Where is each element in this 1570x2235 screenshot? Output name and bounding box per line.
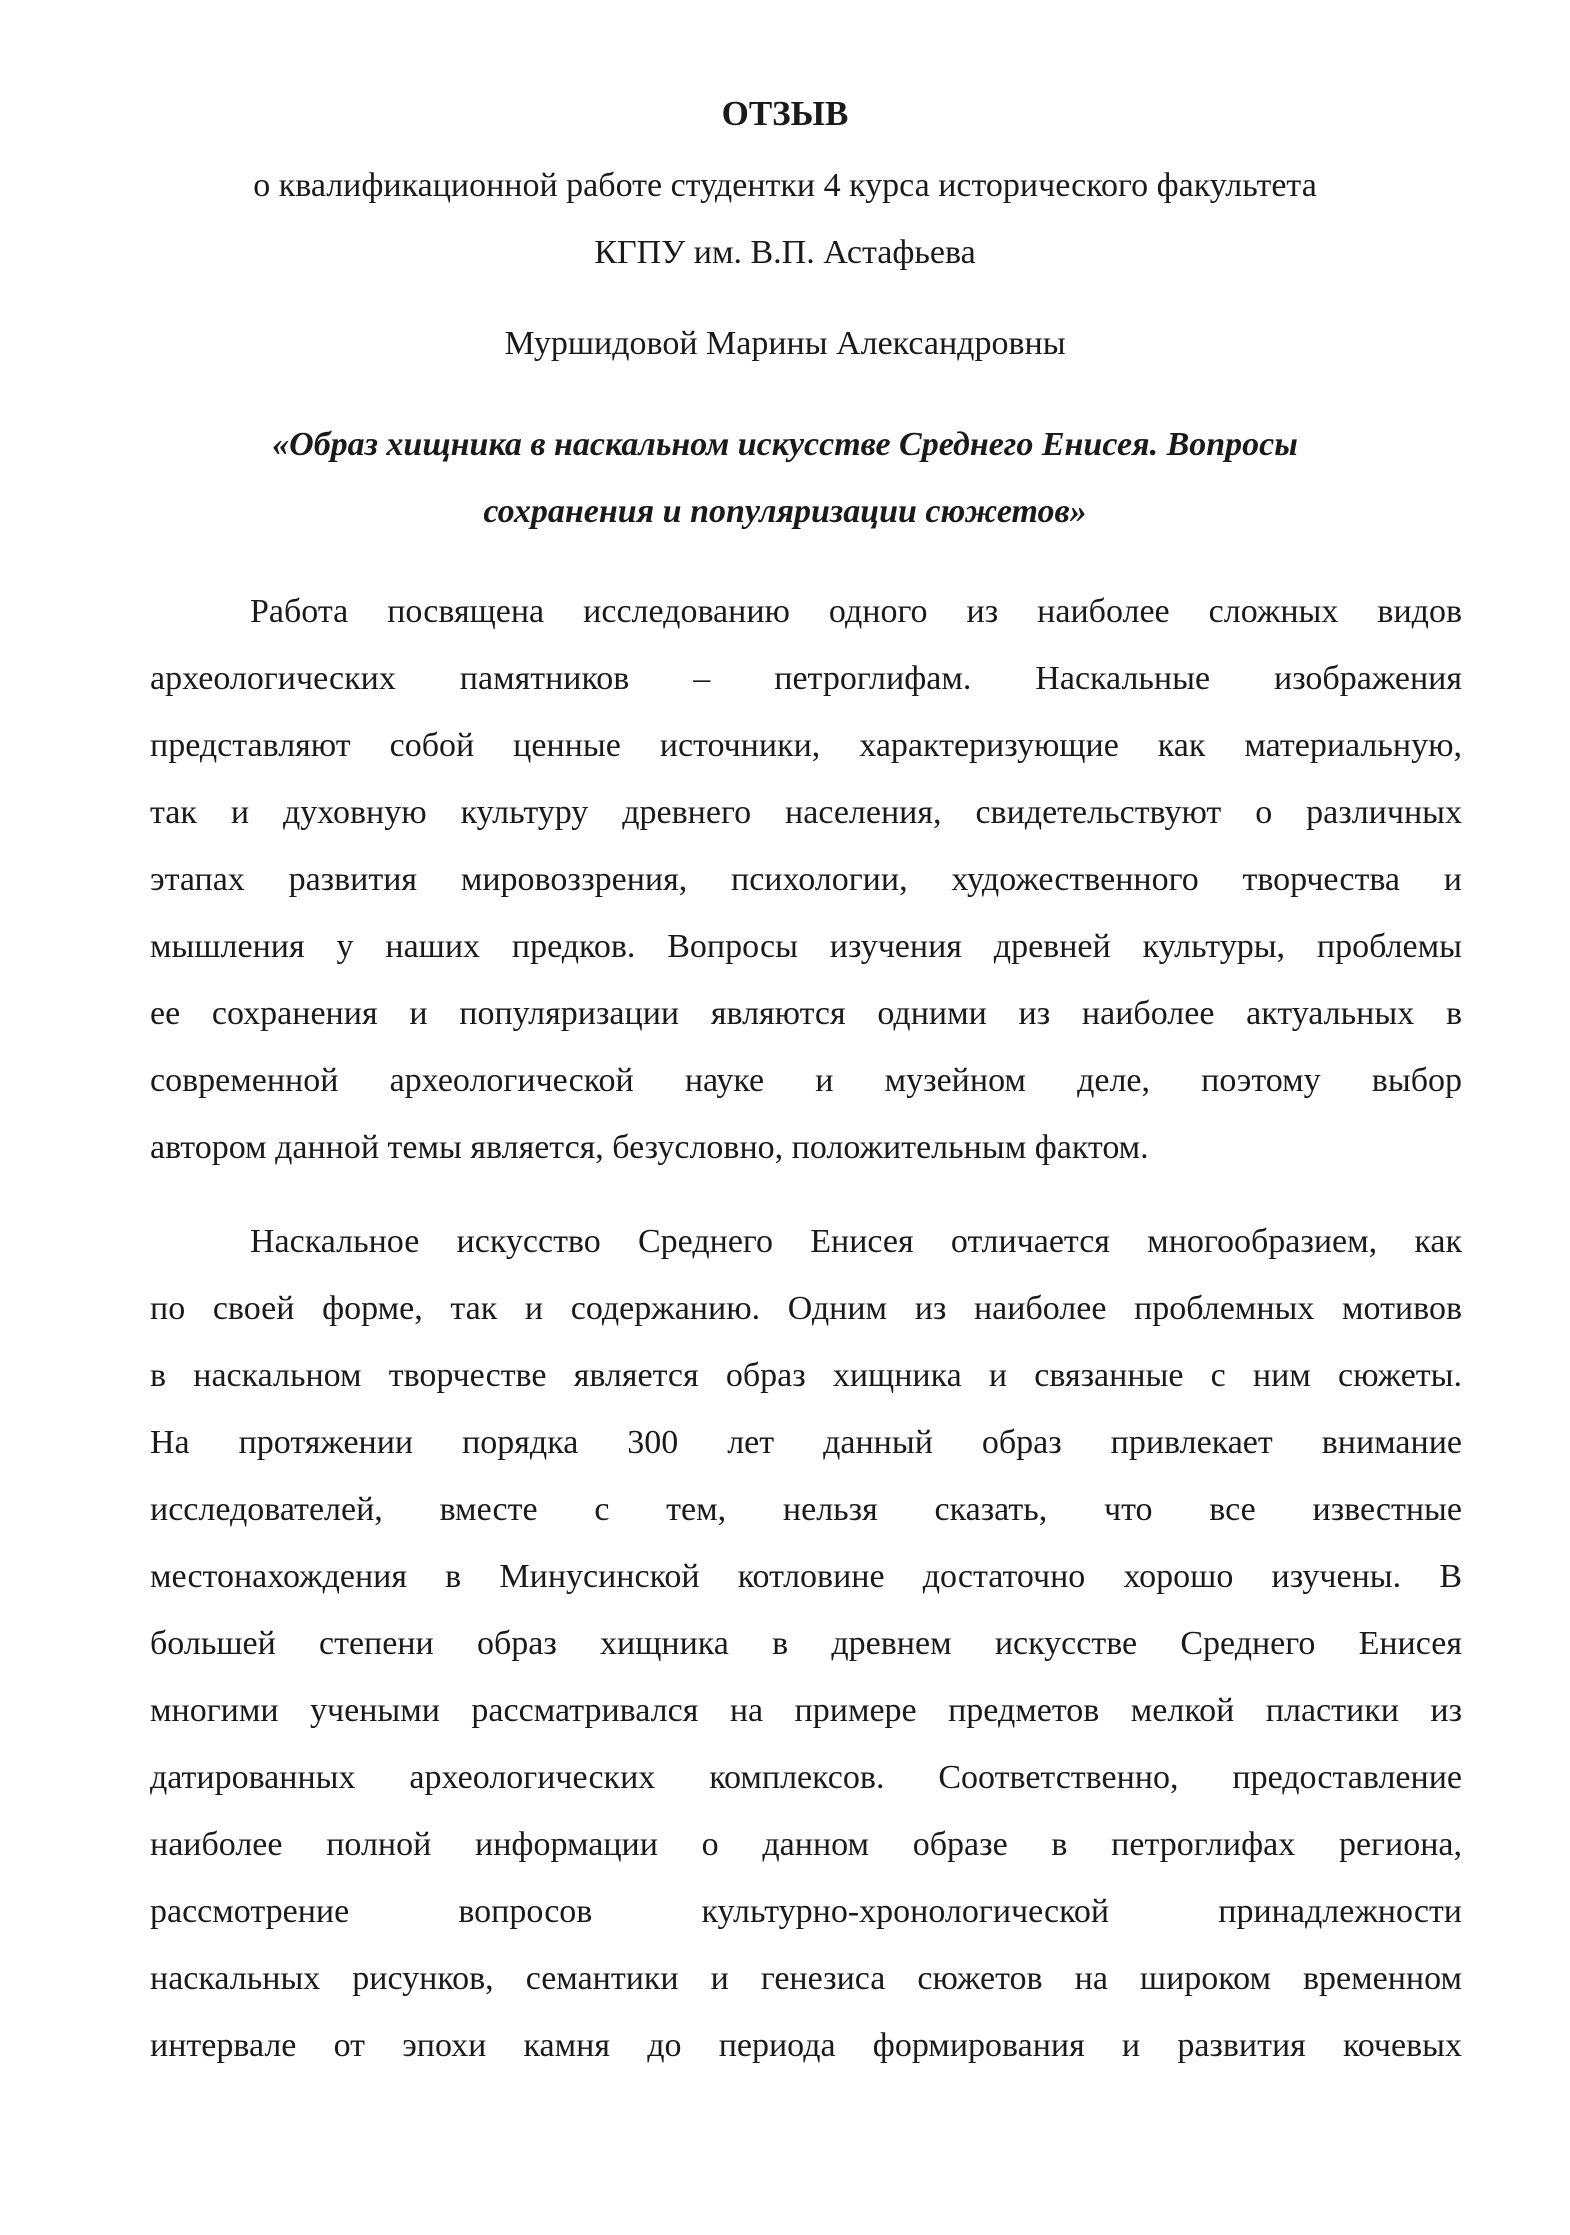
paragraph-line: по своей форме, так и содержанию. Одним из наиболее проблемных мотивов	[150, 1290, 1462, 1327]
student-name: Муршидовой Марины Александровны	[504, 325, 1066, 362]
paragraph-line: этапах развития мировоззрения, психологии, художественного творчества и	[150, 861, 1462, 898]
paragraph-line: интервале от эпохи камня до периода формирования и развития кочевых	[150, 2027, 1462, 2064]
work-title-line: сохранения и популяризации сюжетов»	[483, 493, 1087, 530]
paragraph-line: исследователей, вместе с тем, нельзя сказать, что все известные	[150, 1491, 1462, 1528]
paragraph-line: так и духовную культуру древнего населения, свидетельствуют о различных	[150, 794, 1462, 831]
paragraph-line: мышления у наших предков. Вопросы изучения древней культуры, проблемы	[150, 928, 1462, 965]
work-title-line: «Образ хищника в наскальном искусстве Среднего Енисея. Вопросы	[272, 426, 1298, 463]
paragraph-line: представляют собой ценные источники, характеризующие как материальную,	[150, 727, 1462, 764]
paragraph-line: в наскальном творчестве является образ хищника и связанные с ним сюжеты.	[150, 1357, 1462, 1394]
paragraph-line: местонахождения в Минусинской котловине достаточно хорошо изучены. В	[150, 1558, 1462, 1595]
paragraph-line: Наскальное искусство Среднего Енисея отличается многообразием, как	[250, 1223, 1462, 1260]
paragraph-line: ее сохранения и популяризации являются одними из наиболее актуальных в	[150, 995, 1462, 1032]
document-subtitle: о квалификационной работе студентки 4 курса исторического факультета	[253, 167, 1317, 204]
paragraph-line: Работа посвящена исследованию одного из наиболее сложных видов	[250, 593, 1462, 630]
body-paragraph	[150, 1208, 1462, 2079]
university-name: КГПУ им. В.П. Астафьева	[594, 234, 976, 271]
paragraph-line: наиболее полной информации о данном образе в петроглифах региона,	[150, 1826, 1462, 1863]
paragraph-line: датированных археологических комплексов. Соответственно, предоставление	[150, 1759, 1462, 1796]
paragraph-line: автором данной темы является, безусловно, положительным фактом.	[150, 1129, 1149, 1166]
paragraph-line: современной археологической науке и музейном деле, поэтому выбор	[150, 1062, 1462, 1099]
paragraph-line: многими учеными рассматривался на примере предметов мелкой пластики из	[150, 1692, 1462, 1729]
document-title: ОТЗЫВ	[721, 94, 849, 133]
paragraph-line: большей степени образ хищника в древнем искусстве Среднего Енисея	[150, 1625, 1462, 1662]
paragraph-line: археологических памятников – петроглифам. Наскальные изображения	[150, 660, 1462, 697]
paragraph-line: рассмотрение вопросов культурно-хронологической принадлежности	[150, 1893, 1462, 1930]
paragraph-line: На протяжении порядка 300 лет данный образ привлекает внимание	[150, 1424, 1462, 1461]
paragraph-line: наскальных рисунков, семантики и генезиса сюжетов на широком временном	[150, 1960, 1462, 1997]
body-paragraph	[150, 578, 1462, 1181]
